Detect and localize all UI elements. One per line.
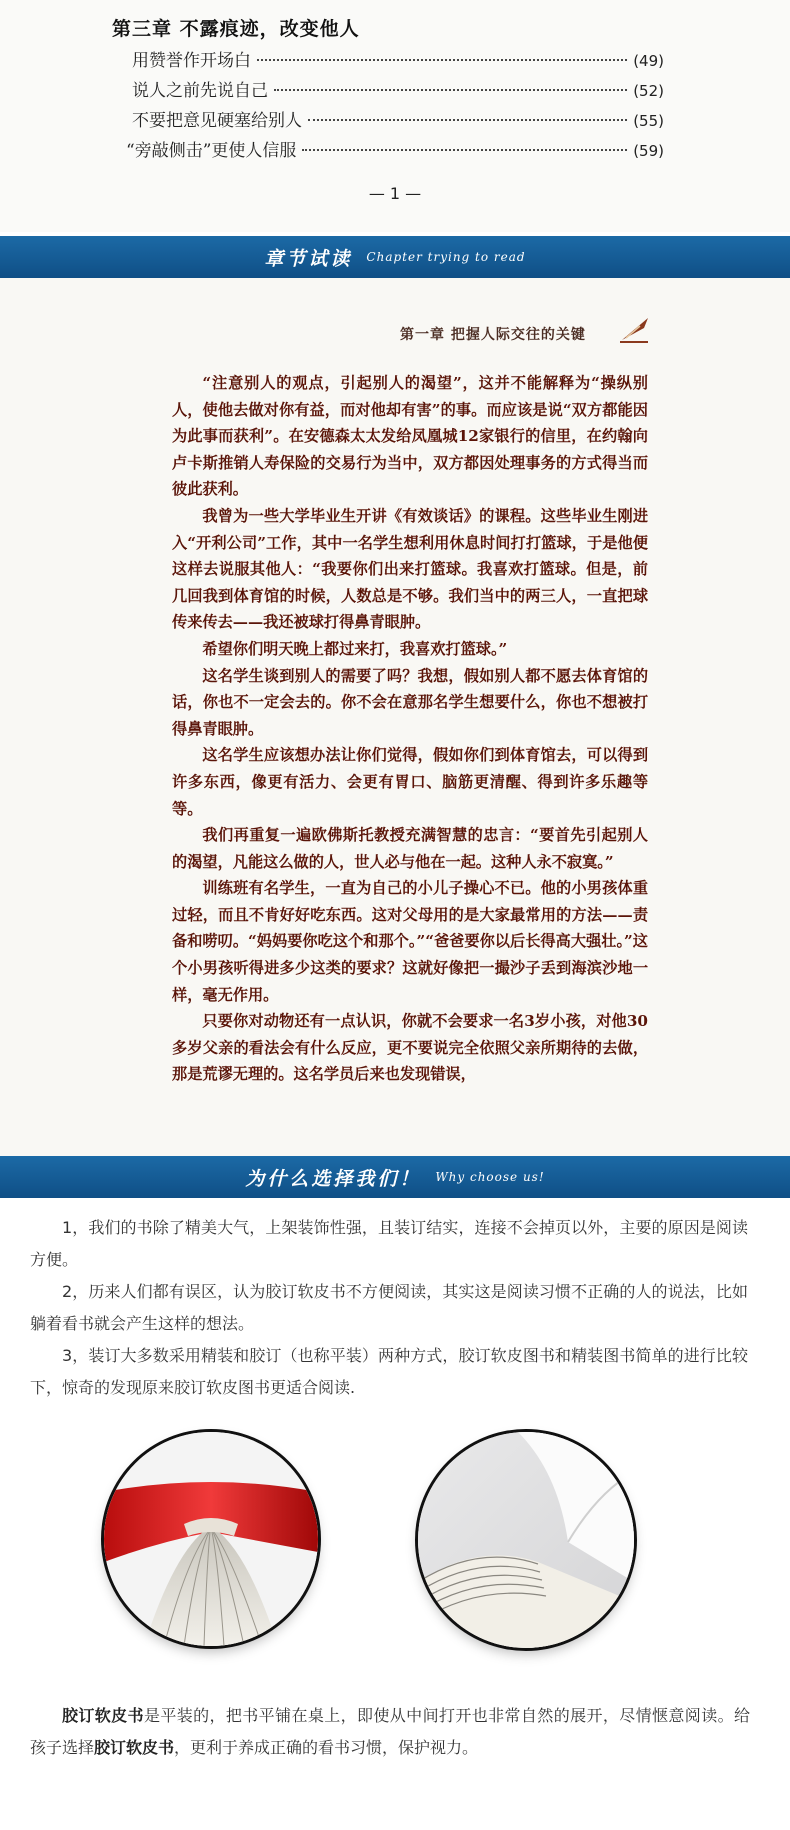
toc-section	[0, 0, 790, 232]
banner-title: 章节试读	[264, 247, 353, 270]
banner-subtitle: Chapter trying to read	[366, 250, 526, 264]
sample-paragraph: 希望你们明天晚上都过来打，我喜欢打篮球。”	[202, 639, 508, 658]
toc-item-title: 不要把意见硬塞给别人	[132, 111, 302, 131]
softcover-benefit-text	[30, 1700, 750, 1764]
banner-subtitle: Why choose us!	[435, 1170, 545, 1184]
toc-item-page: (52)	[633, 82, 664, 100]
sample-running-header: 第一章 把握人际交往的关键	[400, 327, 586, 343]
toc-item-title: 用赞誉作开场白	[132, 51, 251, 71]
toc-leader-dots	[302, 149, 627, 151]
toc-item	[126, 136, 664, 162]
sample-body-text	[172, 370, 648, 1088]
toc-item-page: (59)	[633, 142, 664, 160]
toc-item	[132, 76, 664, 102]
sample-paragraph: 只要你对动物还有一点认识，你就不会要求一名3岁小孩，对他30多岁父亲的看法会有什么反应，更不要说完全依照父亲所期待的去做，那是荒谬无理的。这名学员后来也发现错误，	[172, 1012, 648, 1084]
sample-paragraph: 我曾为一些大学毕业生开讲《有效谈话》的课程。这些毕业生刚进入“开利公司”工作，其中一名学生想利用休息时间打打篮球，于是他便这样去说服其他人：“我要你们出来打篮球。我喜欢打篮球。但是，前几回我到体育馆的时候，人数总是不够。我们当中的两三人，一直把球传来传去——我还被球打得鼻青眼肿。	[172, 506, 648, 632]
toc-item-page: (49)	[633, 52, 664, 70]
softcover-pages-illustration	[418, 1432, 634, 1648]
toc-leader-dots	[257, 59, 627, 61]
toc-page-number: — 1 —	[368, 184, 422, 203]
term-softcover: 胶订软皮书	[62, 1706, 144, 1725]
why-choose-us-text	[30, 1212, 748, 1404]
hardcover-spine-illustration	[104, 1432, 318, 1646]
reason-paragraph: 1，我们的书除了精美大气，上架装饰性强，且装订结实，连接不会掉页以外，主要的原因是阅读方便。	[30, 1218, 748, 1269]
toc-item-title: “旁敲侧击”更使人信服	[126, 141, 297, 161]
banner-chapter-trial	[0, 236, 790, 278]
sample-page	[0, 278, 790, 1156]
benefit-paragraph	[30, 1700, 750, 1764]
sample-paragraph: 这名学生谈到别人的需要了吗？我想，假如别人都不愿去体育馆的话，你也不一定会去的。你不会在意那名学生想要什么，你也不想被打得鼻青眼肿。	[172, 666, 648, 738]
sample-paragraph: 训练班有名学生，一直为自己的小儿子操心不已。他的小男孩体重过轻，而且不肯好好吃东西。这对父母用的是大家最常用的方法——责备和唠叨。“妈妈要你吃这个和那个。”“爸爸要你以后长得高大强壮。”这个小男孩听得进多少这类的要求？这就好像把一撮沙子丢到海滨沙地一样，毫无作用。	[172, 879, 648, 1004]
toc-item-page: (55)	[633, 112, 664, 130]
sample-paragraph: 我们再重复一遍欧佛斯托教授充满智慧的忠言：“要首先引起别人的渴望，凡能这么做的人，世人必与他在一起。这种人永不寂寞。”	[172, 826, 648, 871]
benefit-text-part: ，更利于养成正确的看书习惯，保护视力。	[174, 1738, 479, 1757]
toc-item	[132, 46, 664, 72]
quill-pen-icon	[618, 314, 652, 344]
toc-item-title: 说人之前先说自己	[132, 81, 268, 101]
term-softcover: 胶订软皮书	[94, 1738, 175, 1757]
toc-leader-dots	[308, 119, 627, 121]
softcover-book-photo	[418, 1432, 634, 1648]
hardcover-book-photo	[104, 1432, 318, 1646]
sample-paragraph: 这名学生应该想办法让你们觉得，假如你们到体育馆去，可以得到许多东西，像更有活力、会更有胃口、脑筋更清醒、得到许多乐趣等等。	[172, 746, 648, 818]
benefit-text-part: 是平装的，把书平铺在桌上，即使从中间打开也非常自然的展开，尽情惬意阅读。给孩子选择	[30, 1706, 750, 1757]
reason-paragraph: 3，装订大多数采用精装和胶订（也称平装）两种方式，胶订软皮图书和精装图书简单的进行比较下，惊奇的发现原来胶订软皮图书更适合阅读.	[30, 1346, 748, 1397]
toc-item	[132, 106, 664, 132]
banner-why-choose-us	[0, 1156, 790, 1198]
toc-leader-dots	[274, 89, 627, 91]
banner-title: 为什么选择我们！	[245, 1167, 422, 1190]
reason-paragraph: 2，历来人们都有误区，认为胶订软皮书不方便阅读，其实这是阅读习惯不正确的人的说法，比如躺着看书就会产生这样的想法。	[30, 1282, 748, 1333]
toc-chapter-title: 第三章 不露痕迹，改变他人	[112, 18, 360, 40]
sample-paragraph: “注意别人的观点，引起别人的渴望”，这并不能解释为“操纵别人，使他去做对你有益，而对他却有害”的事。而应该是说“双方都能因为此事而获利”。在安德森太太发给凤凰城12家银行的信里，在约翰向卢卡斯推销人寿保险的交易行为当中，双方都因处理事务的方式得当而彼此获利。	[172, 374, 648, 499]
